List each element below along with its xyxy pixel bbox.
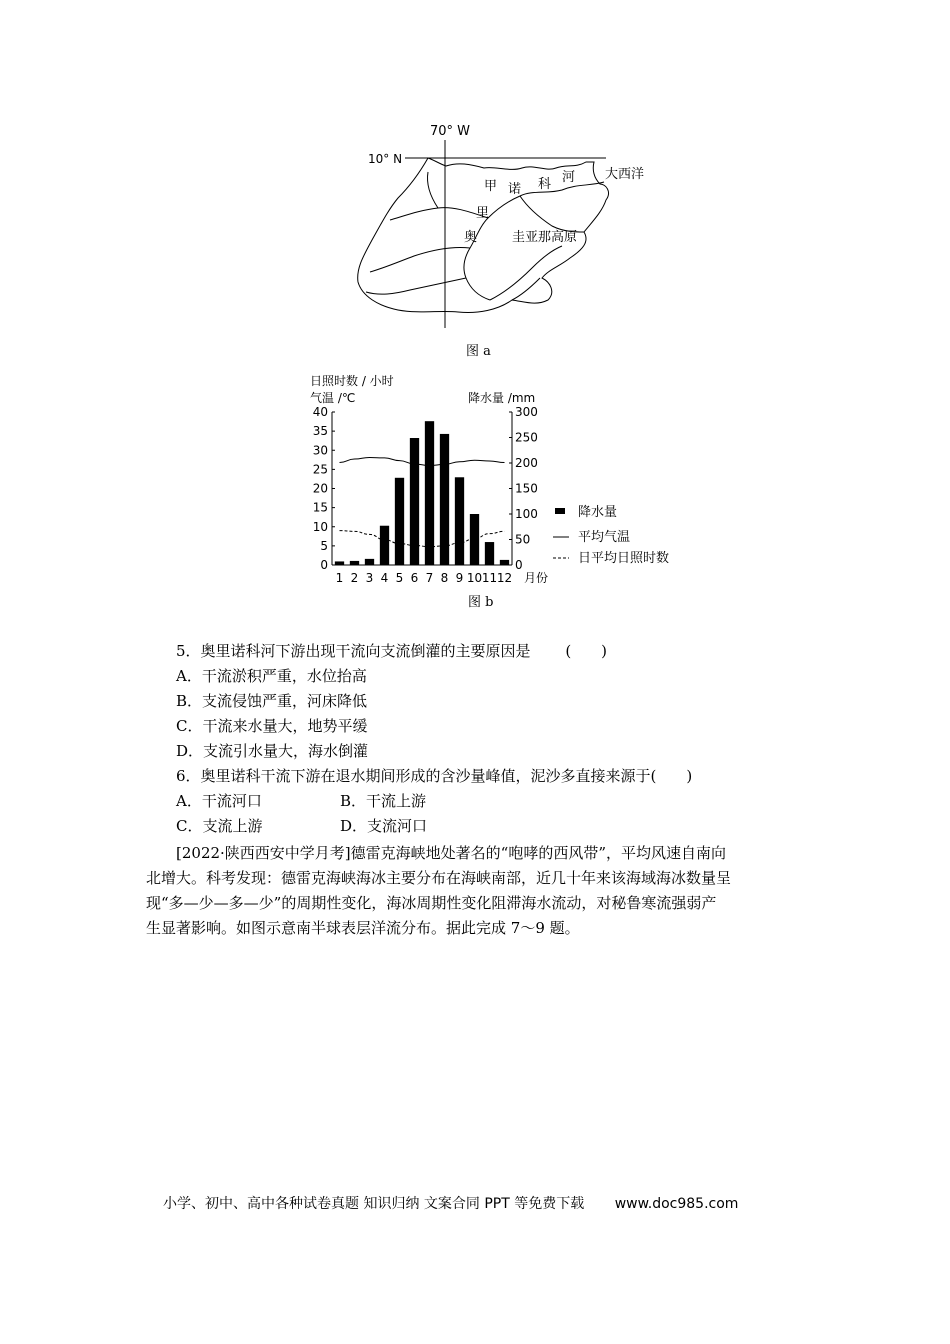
tributary — [512, 278, 540, 300]
latitude-label: 10° N — [368, 152, 403, 166]
legend-sun-label: 日平均日照时数 — [578, 551, 670, 566]
left-tick-label: 30 — [312, 443, 328, 458]
right-tick-label: 250 — [515, 430, 538, 445]
month-tick-label: 5 — [395, 571, 404, 585]
temp-line — [340, 458, 505, 466]
right-tick-label: 300 — [515, 405, 538, 419]
passage-line: 现“多—少—多—少”的周期性变化，海冰周期性变化阻滞海水流动，对秘鲁寒流强弱产 — [146, 894, 717, 912]
precip-bar — [500, 560, 509, 565]
precip-bar — [425, 421, 434, 565]
right-tick-label: 0 — [515, 558, 523, 572]
q5-option-b: B．支流侵蚀严重，河床降低 — [176, 692, 368, 710]
left-tick-label: 10 — [312, 519, 328, 534]
figure-b-chart — [300, 368, 700, 613]
month-tick-label: 3 — [365, 571, 374, 585]
month-tick-label: 9 — [455, 571, 464, 585]
figure-b-caption: 图 b — [468, 595, 494, 610]
precip-bar — [335, 561, 344, 565]
q5-option-c: C．干流来水量大，地势平缓 — [176, 717, 368, 735]
q6-stem: 6．奥里诺科干流下游在退水期间形成的含沙量峰值，泥沙多直接来源于( ) — [176, 767, 693, 785]
month-tick-label: 10 — [466, 571, 483, 585]
precip-bar — [470, 514, 479, 565]
precip-bar — [455, 477, 464, 565]
precip-bar — [365, 559, 374, 565]
month-tick-label: 11 — [481, 571, 498, 585]
river-char: 科 — [538, 177, 552, 192]
right-tick-label: 200 — [515, 456, 538, 470]
right-axis-label: 降水量 /mm — [468, 391, 536, 405]
tributary — [520, 196, 584, 232]
tributary — [490, 246, 562, 300]
ocean-label: 大西洋 — [605, 167, 645, 182]
left-tick-label: 5 — [320, 538, 328, 553]
left-tick-label: 35 — [312, 424, 328, 439]
precip-bar — [350, 561, 359, 565]
right-tick-label: 150 — [515, 481, 538, 496]
footer-promo — [163, 1193, 738, 1213]
q6-option-d: D．支流河口 — [340, 817, 428, 835]
q6-option-a: A．干流河口 — [176, 792, 262, 810]
month-tick-label: 7 — [425, 571, 434, 585]
left-tick-label: 25 — [312, 462, 328, 477]
month-tick-label: 4 — [380, 571, 389, 585]
river-char: 里 — [476, 206, 490, 221]
q5-answer-bracket: ( ) — [565, 642, 608, 660]
left-axis-label-1: 日照时数 / 小时 — [310, 374, 394, 388]
precip-bar — [485, 542, 494, 565]
river-char: 河 — [562, 170, 576, 185]
longitude-label: 70° W — [430, 124, 471, 139]
month-tick-label: 2 — [350, 571, 359, 585]
month-tick-label: 12 — [496, 571, 513, 585]
q5-option-a: A．干流淤积严重，水位抬高 — [176, 667, 367, 685]
left-tick-label: 40 — [312, 405, 328, 419]
tributary — [390, 208, 488, 220]
legend-precip-label: 降水量 — [578, 505, 618, 520]
legend-precip-swatch — [555, 508, 565, 514]
q6-option-b: B．干流上游 — [340, 792, 427, 810]
left-tick-label: 20 — [312, 481, 328, 496]
precip-bar — [395, 478, 404, 565]
sunshine-line — [340, 531, 505, 547]
q5-stem — [176, 640, 607, 662]
q6-option-c: C．支流上游 — [176, 817, 263, 835]
q5-stem-text: 5．奥里诺科河下游出现干流向支流倒灌的主要原因是 — [176, 642, 531, 660]
left-tick-label: 0 — [320, 558, 328, 572]
river-char: 奥 — [464, 230, 478, 245]
tributary — [427, 172, 438, 208]
month-tick-label: 6 — [410, 571, 419, 585]
tributary — [366, 278, 466, 294]
footer-site-link[interactable]: www.doc985.com — [614, 1196, 739, 1212]
month-tick-label: 1 — [335, 571, 344, 585]
month-unit-label: 月份 — [524, 571, 549, 585]
figure-a-map — [355, 118, 665, 328]
precip-bar — [380, 526, 389, 565]
figure-a-caption: 图 a — [466, 344, 491, 359]
right-tick-label: 100 — [515, 507, 538, 521]
passage-line: 北增大。科考发现：德雷克海峡海冰主要分布在海峡南部，近几十年来该海域海冰数量呈 — [146, 869, 732, 887]
left-tick-label: 15 — [312, 500, 328, 515]
tributary — [370, 247, 470, 272]
q5-option-d: D．支流引水量大，海水倒灌 — [176, 742, 369, 760]
legend-temp-label: 平均气温 — [578, 530, 631, 545]
footer-text: 小学、初中、高中各种试卷真题 知识归纳 文案合同 PPT 等免费下载 — [163, 1196, 585, 1212]
river-char: 甲 — [484, 179, 498, 194]
passage-line: 生显著影响。如图示意南半球表层洋流分布。据此完成 7～9 题。 — [146, 919, 580, 937]
right-tick-label: 50 — [515, 532, 531, 547]
plateau-label: 圭亚那高原 — [512, 230, 578, 245]
passage-line: [2022·陕西西安中学月考]德雷克海峡地处著名的“咆哮的西风带”，平均风速自南向 — [176, 844, 726, 862]
river-char: 诺 — [508, 182, 522, 197]
left-axis-label-2: 气温 /℃ — [310, 391, 356, 405]
month-tick-label: 8 — [440, 571, 449, 585]
